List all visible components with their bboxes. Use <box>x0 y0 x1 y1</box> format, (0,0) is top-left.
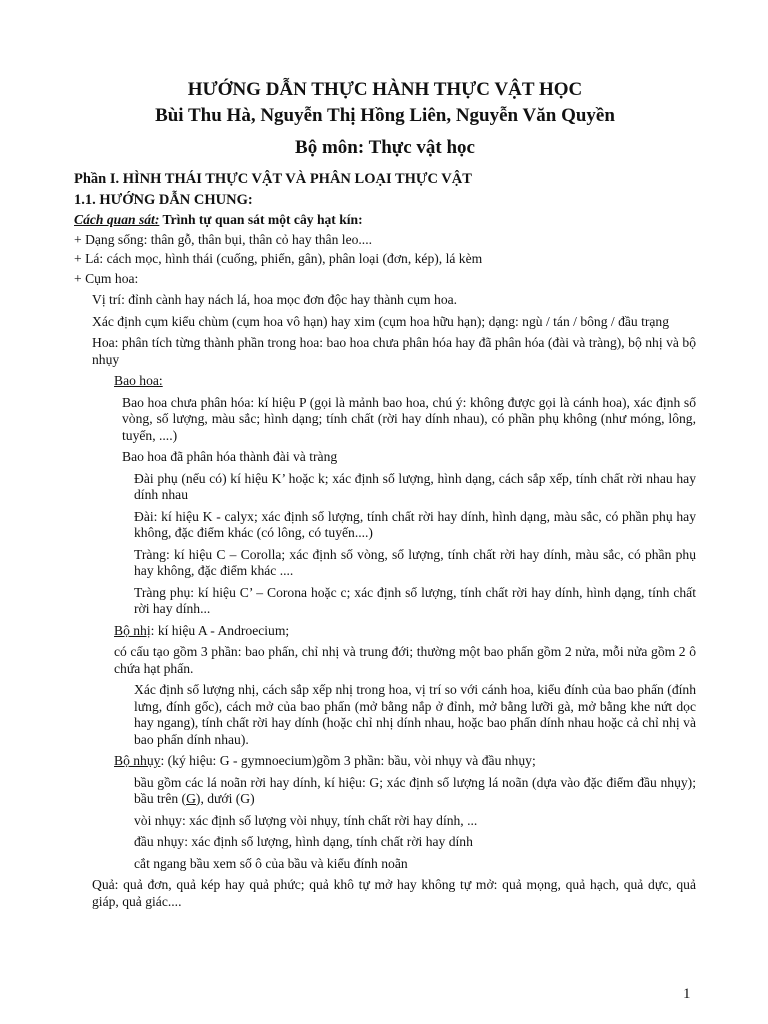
line-xac-dinh-cum: Xác định cụm kiểu chùm (cụm hoa vô hạn) hay xim (cụm hoa hữu hạn); dạng: ngù / tán / bông / đầu trạng <box>92 313 670 329</box>
line-xac-dinh-nhi: Xác định số lượng nhị, cách sắp xếp nhị trong hoa, vị trí so với cánh hoa, kiểu đính của bao phấn (đính lưng, đính gốc), cách mở của bao phấn (mở bằng nắp ở đỉnh, mở bằng lưỡi gà, mở bằng khe nứt dọc hay ngang), tính chất rời hay dính (hoặc chỉ nhị dính nhau, hoặc bao phấn dính nhau hoặc cả chỉ nhị và bao phấn dính nhau). <box>134 682 696 747</box>
line-voi-nhuy: vòi nhụy: xác định số lượng vòi nhụy, tính chất rời hay dính, ... <box>134 812 478 828</box>
document-page <box>74 74 696 910</box>
line-cau-tao: có cấu tạo gồm 3 phần: bao phấn, chỉ nhị và trung đới; thường một bao phấn gồm 2 nửa, mỗi nửa gồm 2 ô chứa hạt phấn. <box>114 644 696 676</box>
observe-label: Cách quan sát: <box>74 212 160 227</box>
bo-nhi-label: Bộ nhị <box>114 622 151 638</box>
line-cum-hoa: + Cụm hoa: <box>74 270 139 286</box>
bao-hoa-label: Bao hoa: <box>114 373 163 388</box>
bo-nhuy-line <box>114 753 696 770</box>
document-title: HƯỚNG DẪN THỰC HÀNH THỰC VẬT HỌC <box>187 79 583 100</box>
page-number: 1 <box>683 986 691 1002</box>
bo-nhuy-text: : (ký hiệu: G - gymnoecium)gồm 3 phần: bầu, vòi nhụy và đầu nhụy; <box>160 753 536 768</box>
line-dai-phu: Đài phụ (nếu có) kí hiệu K’ hoặc k; xác định số lượng, hình dạng, cách sắp xếp, tính chất rời nhau hay dính nhau <box>134 470 696 502</box>
line-trang: Tràng: kí hiệu C – Corolla; xác định số vòng, số lượng, tính chất rời hay dính, màu sắc, có phần phụ hay không, đặc điểm khác .... <box>134 546 696 578</box>
line-dang-song: + Dạng sống: thân gỗ, thân bụi, thân cỏ hay thân leo.... <box>74 231 372 247</box>
line-hoa: Hoa: phân tích từng thành phần trong hoa: bao hoa chưa phân hóa hay đã phân hóa (đài và tràng), bộ nhị và bộ nhụy <box>92 335 696 367</box>
line-trang-phu: Tràng phụ: kí hiệu C’ – Corona hoặc c; xác định số lượng, tính chất rời hay dính, hình dạng, tính chất rời hay dính... <box>134 584 696 616</box>
line-qua: Quả: quả đơn, quả kép hay quả phức; quả khô tự mở hay không tự mở: quả mọng, quả hạch, quả dực, quả giáp, quả giác.... <box>92 877 696 909</box>
bo-nhi-line <box>114 623 696 640</box>
line-dau-nhuy: đầu nhụy: xác định số lượng, hình dạng, tính chất rời hay dính <box>134 834 473 849</box>
bau-text-a: bầu gồm các lá noãn rời hay dính, kí hiệu: G; xác định số lượng lá noãn (dựa vào đặc điểm đầu nhụy); bầu trên ( <box>134 774 696 806</box>
line-bao-hoa-chua: Bao hoa chưa phân hóa: kí hiệu P (gọi là mảnh bao hoa, chú ý: không được gọi là cánh hoa), xác định số vòng, số lượng, màu sắc; hình dạng; tính chất (rời hay dính nhau), có phần phụ không (như móng, lông, tuyến, ....) <box>122 394 696 443</box>
line-bao-hoa-da: Bao hoa đã phân hóa thành đài và tràng <box>122 449 338 464</box>
bo-nhuy-label: Bộ nhụy <box>114 753 161 768</box>
document-department: Bộ môn: Thực vật học <box>295 137 475 158</box>
observe-line <box>74 212 696 229</box>
section-heading: 1.1. HƯỚNG DẪN CHUNG: <box>74 192 253 208</box>
line-dai: Đài: kí hiệu K - calyx; xác định số lượng, tính chất rời hay dính, hình dạng, màu sắc, có phần phụ hay không, đặc điểm khác (có lông, có tuyến....) <box>134 508 696 540</box>
part-heading: Phần I. HÌNH THÁI THỰC VẬT VÀ PHÂN LOẠI THỰC VẬT <box>74 171 472 187</box>
bau-superior-symbol: G <box>186 791 196 806</box>
observe-text: Trình tự quan sát một cây hạt kín: <box>159 212 363 227</box>
line-cat-ngang: cắt ngang bầu xem số ô của bầu và kiểu đính noãn <box>134 855 408 871</box>
line-vi-tri: Vị trí: đỉnh cành hay nách lá, hoa mọc đơn độc hay thành cụm hoa. <box>92 292 458 307</box>
bo-nhi-text: : kí hiệu A - Androecium; <box>150 622 290 638</box>
bau-text-b: ), dưới (G) <box>195 791 255 806</box>
document-authors: Bùi Thu Hà, Nguyễn Thị Hồng Liên, Nguyễn Văn Quyền <box>155 105 615 126</box>
line-la: + Lá: cách mọc, hình thái (cuống, phiến, gân), phân loại (đơn, kép), lá kèm <box>74 251 483 266</box>
line-bau <box>134 775 696 808</box>
